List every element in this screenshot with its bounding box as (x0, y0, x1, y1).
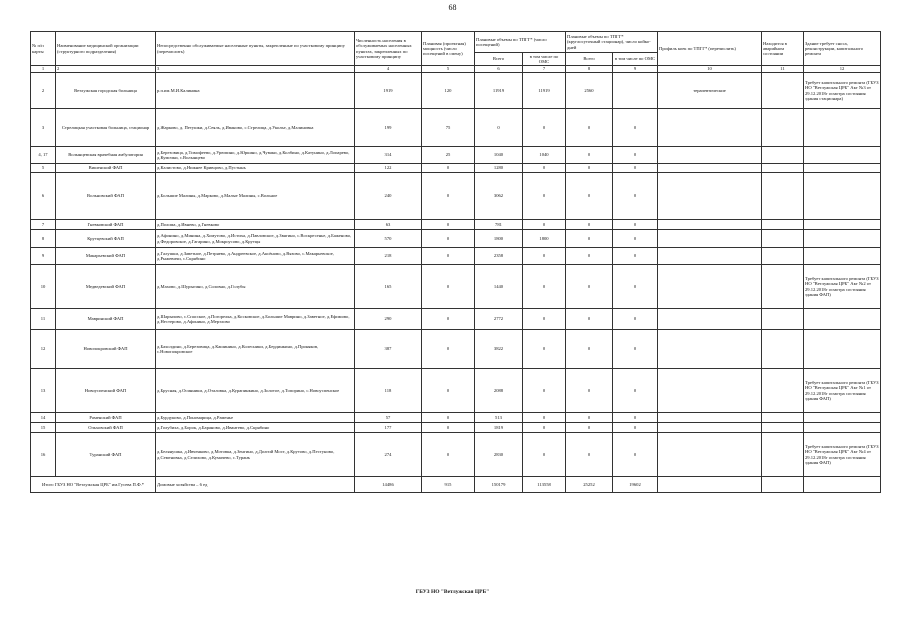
header-repair: Здание требует сноса, реконструкции, капитального ремонта (804, 32, 881, 66)
cell-visits-oms: 0 (523, 248, 566, 265)
cell-repair (804, 230, 881, 248)
cell-profiles (658, 369, 762, 413)
cell-visits-oms: 0 (523, 413, 566, 423)
cell-repair: Требует капитального ремонта (ГБУЗ НО "Ветлужская ЦРБ" Акт №2 от 29.12.2018г осмотра состояния здания ФАП) (804, 265, 881, 309)
table-body (31, 73, 881, 493)
cell-beds-oms (613, 73, 658, 109)
cell-visits-oms: 1040 (523, 147, 566, 164)
cell-population: 570 (355, 230, 422, 248)
table-row (31, 248, 881, 265)
cell-population: 387 (355, 330, 422, 369)
cell-num: 9 (31, 248, 56, 265)
cell-num: 6 (31, 173, 56, 220)
cell-visits-total: 781 (475, 220, 523, 230)
cell-settlements: д.Белянушка, д.Ивченково, д.Мотовка, д.Зенгино, д.Долгий Мост, д.Крутово, д.Пестуново, д.Семеновка, д.Селихово, д.Кумачево, с.Туранъ (156, 433, 355, 477)
cell-name: Новоуспенский ФАП (56, 369, 156, 413)
cell-beds-oms: 0 (613, 265, 658, 309)
cell-beds-oms: 0 (613, 248, 658, 265)
cell-emergency (762, 230, 804, 248)
column-number: 11 (762, 66, 804, 73)
column-number: 4 (355, 66, 422, 73)
cell-beds-oms: 0 (613, 369, 658, 413)
cell-beds-total: 2560 (566, 73, 613, 109)
cell-capacity: 0 (422, 423, 475, 433)
table-row (31, 109, 881, 147)
cell-settlements: д.Брусная, д.Осинники, д.Оталовка, д.Курапинкино, д.Золотое, д.Топорино, с.Новоуспенское (156, 369, 355, 413)
cell-name: Мавринский ФАП (56, 309, 156, 330)
cell-population: 218 (355, 248, 422, 265)
cell-beds-total: 0 (566, 230, 613, 248)
cell-beds-oms: 0 (613, 109, 658, 147)
cell-beds-oms: 0 (613, 330, 658, 369)
cell-settlements: д.Жарково, д. Петушки, д.Сеяль, д.Иваново, с.Стрелица, д.Уколье, д.Малиновка (156, 109, 355, 147)
cell-visits-oms: 0 (523, 220, 566, 230)
total-capacity: 915 (422, 477, 475, 493)
cell-visits-total: 2830 (475, 433, 523, 477)
cell-num: 10 (31, 265, 56, 309)
cell-repair (804, 173, 881, 220)
total-visits-total: 150179 (475, 477, 523, 493)
cell-num: 16 (31, 433, 56, 477)
cell-visits-total: 3822 (475, 330, 523, 369)
table-row (31, 330, 881, 369)
cell-visits-oms: 0 (523, 109, 566, 147)
cell-num: 7 (31, 220, 56, 230)
cell-visits-total: 513 (475, 413, 523, 423)
cell-beds-total: 0 (566, 413, 613, 423)
column-numbers-row (31, 66, 881, 73)
cell-name: Волынцевская врачебная амбулатория (56, 147, 156, 164)
cell-capacity: 120 (422, 73, 475, 109)
table-row (31, 173, 881, 220)
cell-num: 8 (31, 230, 56, 248)
cell-settlements: д.Калистово, д.Нижнее Кривцово, д.Пустынь (156, 164, 355, 173)
total-row (31, 477, 881, 493)
table-row (31, 147, 881, 164)
cell-repair (804, 413, 881, 423)
cell-profiles (658, 173, 762, 220)
cell-settlements: д.Полома, д.Ивнево, д.Гневково (156, 220, 355, 230)
cell-visits-oms: 0 (523, 164, 566, 173)
facilities-table (30, 31, 881, 493)
cell-name: Стрелицкая участковая больница, стационар (56, 109, 156, 147)
cell-visits-oms: 0 (523, 173, 566, 220)
header-profiles: Профиль коек по ТПГГ* (перечислить) (658, 32, 762, 66)
cell-population: 165 (355, 265, 422, 309)
cell-profiles (658, 309, 762, 330)
cell-emergency (762, 423, 804, 433)
cell-beds-oms: 0 (613, 220, 658, 230)
cell-repair: Требует капитального ремонта (ГБУЗ НО "Ветлужская ЦРБ" Акт №1 от 29.12.2018г осмотра состояния здания ФАП) (804, 369, 881, 413)
cell-beds-total: 0 (566, 369, 613, 413)
cell-beds-oms: 0 (613, 433, 658, 477)
cell-population: 314 (355, 147, 422, 164)
cell-visits-total: 0 (475, 109, 523, 147)
cell-visits-total: 1280 (475, 164, 523, 173)
cell-repair: Требует капитального ремонта (ГБУЗ НО "Ветлужская ЦРБ" Акт №3 от 29.12.2018г осмотра состояния здания стационара) (804, 73, 881, 109)
cell-name: Крутцевский ФАП (56, 230, 156, 248)
cell-population: 199 (355, 109, 422, 147)
cell-capacity: 25 (422, 147, 475, 164)
cell-visits-oms: 0 (523, 330, 566, 369)
table-row (31, 423, 881, 433)
cell-profiles (658, 433, 762, 477)
table-row (31, 164, 881, 173)
cell-beds-total: 0 (566, 173, 613, 220)
cell-num: 4, 17 (31, 147, 56, 164)
cell-name: Туранский ФАП (56, 433, 156, 477)
cell-visits-total: 2358 (475, 248, 523, 265)
header-plan-beds: Плановые объемы по ТПГГ* (круглосуточный стационар), число койко-дней (566, 32, 658, 53)
cell-emergency (762, 147, 804, 164)
cell-capacity: 0 (422, 248, 475, 265)
cell-profiles (658, 147, 762, 164)
cell-settlements: д.Большие Малины, д.Марково, д.Малые Малины, с.Вольное (156, 173, 355, 220)
cell-emergency (762, 164, 804, 173)
table-row (31, 433, 881, 477)
cell-visits-total: 2088 (475, 369, 523, 413)
cell-visits-oms: 0 (523, 369, 566, 413)
cell-capacity: 0 (422, 164, 475, 173)
total-population: 14486 (355, 477, 422, 493)
column-number: 2 (56, 66, 156, 73)
table-row (31, 369, 881, 413)
cell-capacity: 0 (422, 330, 475, 369)
column-number: 9 (613, 66, 658, 73)
cell-beds-oms: 0 (613, 173, 658, 220)
cell-profiles (658, 265, 762, 309)
total-beds-oms: 19602 (613, 477, 658, 493)
cell-repair: Требует капитального ремонта (ГБУЗ НО "Ветлужская ЦРБ" Акт №4 от 29.12.2018г осмотра состояния здания ФАП) (804, 433, 881, 477)
cell-settlements: д.Березовица, д.Тимофеево, д.Урюпино, д.Юркино, д.Чуваки, д.Колбино, д.Катунино, д.Лопарево, д.Кумочки, с.Волынцево (156, 147, 355, 164)
cell-profiles (658, 109, 762, 147)
cell-settlements: д.Махово, д.Шурыгино, д.Соловно, д.Голубы (156, 265, 355, 309)
cell-profiles (658, 330, 762, 369)
total-emergency (762, 477, 804, 493)
cell-beds-oms: 0 (613, 230, 658, 248)
cell-repair (804, 220, 881, 230)
cell-name: Ольховский ФАП (56, 423, 156, 433)
cell-beds-total: 0 (566, 309, 613, 330)
cell-emergency (762, 265, 804, 309)
total-beds-total: 25252 (566, 477, 613, 493)
cell-beds-total: 0 (566, 265, 613, 309)
footer-organization: ГБУЗ НО "Ветлужская ЦРБ" (415, 589, 490, 595)
cell-emergency (762, 309, 804, 330)
cell-settlements: д.Бахолдино, д.Березовица, д.Кашинино, д.Колесники, д.Бердинкино, д.Проняков, с.Новопокровское (156, 330, 355, 369)
cell-capacity: 0 (422, 369, 475, 413)
cell-capacity: 0 (422, 413, 475, 423)
cell-population: 177 (355, 423, 422, 433)
cell-profiles: терапевтические (658, 73, 762, 109)
cell-name: Медведевский ФАП (56, 265, 156, 309)
cell-emergency (762, 109, 804, 147)
table-row (31, 73, 881, 109)
cell-capacity: 0 (422, 230, 475, 248)
cell-repair (804, 423, 881, 433)
header-beds-total: Всего (566, 53, 613, 66)
cell-visits-oms: 0 (523, 423, 566, 433)
cell-beds-total: 0 (566, 423, 613, 433)
cell-emergency (762, 220, 804, 230)
cell-population: 290 (355, 309, 422, 330)
cell-settlements: р.п.им.М.И.Калинина (156, 73, 355, 109)
cell-profiles (658, 423, 762, 433)
cell-profiles (658, 220, 762, 230)
header-beds-oms: в том числе по ОМС (613, 53, 658, 66)
cell-profiles (658, 230, 762, 248)
cell-repair (804, 164, 881, 173)
cell-emergency (762, 73, 804, 109)
header-num: № п/п карты (31, 32, 56, 66)
column-number: 12 (804, 66, 881, 73)
cell-num: 12 (31, 330, 56, 369)
cell-emergency (762, 173, 804, 220)
cell-population: 57 (355, 413, 422, 423)
cell-beds-oms: 0 (613, 309, 658, 330)
cell-visits-total: 3062 (475, 173, 523, 220)
table-row (31, 230, 881, 248)
column-number: 6 (475, 66, 523, 73)
cell-beds-total: 0 (566, 164, 613, 173)
cell-visits-oms: 1800 (523, 230, 566, 248)
header-plan-visits: Плановые объемы по ТПГГ* (число посещений) (475, 32, 566, 53)
table-row (31, 265, 881, 309)
column-number: 1 (31, 66, 56, 73)
header-population: Численность населения в обслуживаемых населенных пунктах, закрепленных по участковому принципу (355, 32, 422, 66)
cell-beds-total: 0 (566, 248, 613, 265)
cell-emergency (762, 330, 804, 369)
total-repair (804, 477, 881, 493)
cell-beds-total: 0 (566, 330, 613, 369)
cell-settlements: д.Шарыпово, с.Спасское, д.Погорелка, д.Косковское, д.Большие Маврино, д.Заветное, д.Ефимово, д.Нестерово, д.Афонино, д.Мерзлово (156, 309, 355, 330)
cell-name: Новопокровский ФАП (56, 330, 156, 369)
page-number: 68 (448, 3, 457, 12)
cell-name: Раменский ФАП (56, 413, 156, 423)
total-settlements: Домовые хозяйства – 6 ед (156, 477, 355, 493)
cell-repair (804, 248, 881, 265)
cell-emergency (762, 413, 804, 423)
cell-num: 14 (31, 413, 56, 423)
cell-visits-total: 1819 (475, 423, 523, 433)
header-settlements: Непосредственно обслуживаемые населенные пункты, закрепленные по участковому принципу (перечислить) (156, 32, 355, 66)
table-row (31, 220, 881, 230)
column-number: 7 (523, 66, 566, 73)
cell-beds-oms: 0 (613, 423, 658, 433)
cell-num: 5 (31, 164, 56, 173)
cell-visits-oms: 0 (523, 433, 566, 477)
cell-repair (804, 330, 881, 369)
cell-num: 13 (31, 369, 56, 413)
column-number: 5 (422, 66, 475, 73)
header-visits-oms: в том числе по ОМС (523, 53, 566, 66)
cell-beds-total: 0 (566, 220, 613, 230)
header-org: Наименование медицинской организации (структурного подразделения) (56, 32, 156, 66)
cell-visits-total: 1040 (475, 147, 523, 164)
cell-beds-oms: 0 (613, 413, 658, 423)
cell-emergency (762, 248, 804, 265)
column-number: 10 (658, 66, 762, 73)
cell-population: 63 (355, 220, 422, 230)
cell-num: 11 (31, 309, 56, 330)
cell-settlements: д.Афонино, д.Минина, д.Хомутово, д.Истиха, д.Павловское, д.Звягино, с.Воскресенье, д.Баженово, д.Федоровское, д.Гагарино, д.Мокроусово, д.Крутцы (156, 230, 355, 248)
cell-name: Вольновский ФАП (56, 173, 156, 220)
cell-capacity: 0 (422, 173, 475, 220)
cell-emergency (762, 433, 804, 477)
header-visits-total: Всего (475, 53, 523, 66)
cell-settlements: д.Бурдуково, д.Пономарица, д.Раменье (156, 413, 355, 423)
cell-settlements: д.Голубиха, д.Борок, д.Бараново, д.Ивантево, д.Скрябино (156, 423, 355, 433)
cell-num: 3 (31, 109, 56, 147)
cell-name: Макарьевский ФАП (56, 248, 156, 265)
cell-visits-total: 2772 (475, 309, 523, 330)
column-number: 3 (156, 66, 355, 73)
cell-name: Вишенский ФАП (56, 164, 156, 173)
cell-name: Ветлужская городская больница (56, 73, 156, 109)
cell-population: 240 (355, 173, 422, 220)
cell-population: 274 (355, 433, 422, 477)
cell-beds-total: 0 (566, 109, 613, 147)
cell-capacity: 75 (422, 109, 475, 147)
cell-visits-total: 1800 (475, 230, 523, 248)
header-capacity: Плановая (проектная) мощность (число посещений в смену) (422, 32, 475, 66)
cell-emergency (762, 369, 804, 413)
cell-visits-oms: 0 (523, 309, 566, 330)
cell-settlements: д.Галушки, д.Заветное, д.Петряево, д.Андреевское, д.Аксёново, д.Вязово, с.Макарьевское, д.Рыжевичи, с.Скрябино (156, 248, 355, 265)
cell-num: 2 (31, 73, 56, 109)
cell-population: 122 (355, 164, 422, 173)
cell-visits-total: 1440 (475, 265, 523, 309)
cell-repair (804, 309, 881, 330)
cell-beds-total: 0 (566, 433, 613, 477)
cell-beds-total: 0 (566, 147, 613, 164)
cell-repair (804, 147, 881, 164)
column-number: 8 (566, 66, 613, 73)
cell-visits-total: 11919 (475, 73, 523, 109)
cell-capacity: 0 (422, 433, 475, 477)
table-row (31, 309, 881, 330)
cell-profiles (658, 164, 762, 173)
cell-visits-oms: 11919 (523, 73, 566, 109)
cell-capacity: 0 (422, 265, 475, 309)
cell-capacity: 0 (422, 220, 475, 230)
total-label: Итого ГБУЗ НО "Ветлужская ЦРБ" им.Гусева П.Ф.* (31, 477, 156, 493)
cell-name: Гневковский ФАП (56, 220, 156, 230)
cell-repair (804, 109, 881, 147)
cell-profiles (658, 413, 762, 423)
cell-capacity: 0 (422, 309, 475, 330)
total-profiles (658, 477, 762, 493)
table-row (31, 413, 881, 423)
cell-num: 15 (31, 423, 56, 433)
cell-beds-oms: 0 (613, 147, 658, 164)
cell-population: 118 (355, 369, 422, 413)
cell-beds-oms: 0 (613, 164, 658, 173)
total-visits-oms: 113558 (523, 477, 566, 493)
cell-population: 1919 (355, 73, 422, 109)
cell-profiles (658, 248, 762, 265)
cell-visits-oms: 0 (523, 265, 566, 309)
header-emergency: Находится в аварийном состоянии (762, 32, 804, 66)
